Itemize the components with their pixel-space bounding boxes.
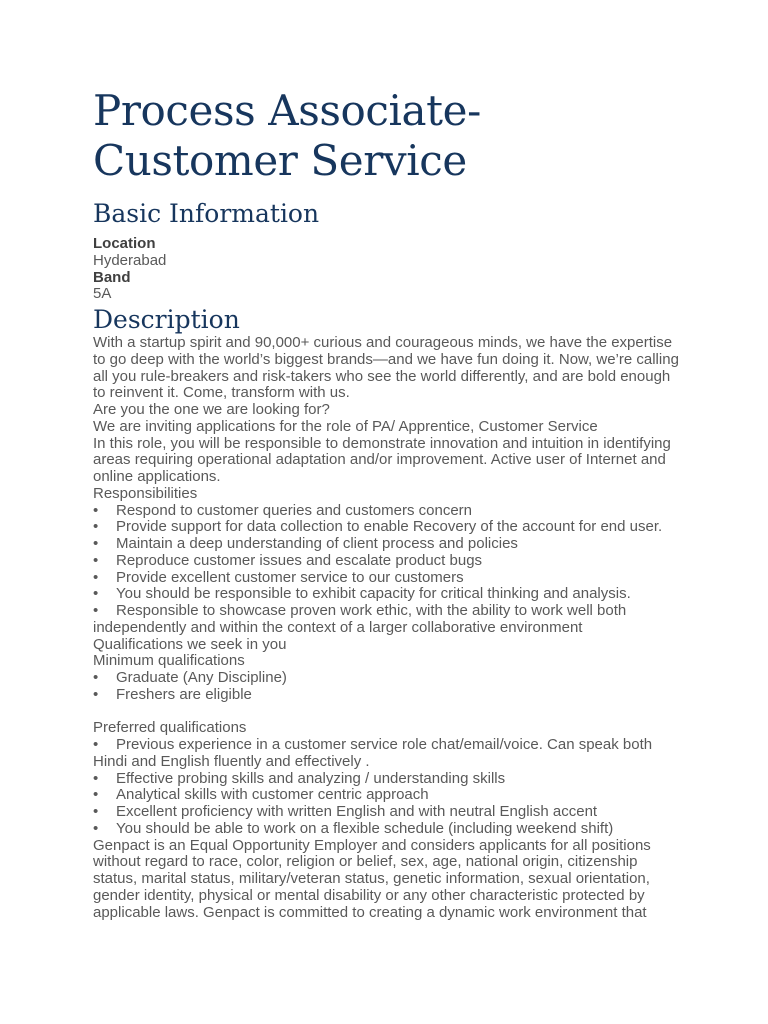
list-item-text: Provide support for data collection to enable Recovery of the account for end user.: [116, 518, 663, 536]
band-value: 5A: [93, 285, 112, 303]
bullet-icon: •: [93, 669, 99, 686]
list-item-text: Freshers are eligible: [116, 685, 252, 703]
page-title: Process Associate- Customer Service: [93, 86, 481, 185]
list-item: [93, 503, 683, 520]
bullet-icon: •: [93, 786, 99, 804]
bullet-icon: •: [93, 769, 99, 787]
list-item: [93, 586, 683, 603]
responsibilities-heading: Responsibilities: [93, 484, 198, 502]
document-page: [93, 86, 683, 921]
list-item: [93, 603, 683, 637]
list-item-text: Analytical skills with customer centric approach: [116, 786, 429, 804]
bullet-icon: •: [93, 602, 99, 619]
list-item-text: Effective probing skills and analyzing / understanding skills: [116, 769, 506, 787]
responsibilities-list: [93, 503, 683, 637]
bullet-icon: •: [93, 819, 99, 837]
list-item-text: Provide excellent customer service to our customers: [116, 568, 464, 586]
list-item-text: Excellent proficiency with written English and with neutral English accent: [116, 803, 598, 820]
list-item: [93, 771, 683, 788]
location-value: Hyderabad: [93, 251, 167, 269]
band-label: Band: [93, 268, 131, 286]
minimum-qualifications-list: [93, 670, 683, 704]
bullet-icon: •: [93, 568, 99, 586]
list-item: [93, 536, 683, 553]
question-line: Are you the one we are looking for?: [93, 401, 330, 418]
list-item-text: Reproduce customer issues and escalate product bugs: [116, 551, 483, 569]
bullet-icon: •: [93, 803, 99, 820]
minimum-qualifications-heading: Minimum qualifications: [93, 652, 245, 670]
list-item: [93, 519, 683, 536]
list-item: [93, 737, 683, 771]
qualifications-heading: Qualifications we seek in you: [93, 635, 287, 653]
spacer: [93, 704, 683, 721]
list-item: [93, 787, 683, 804]
basic-information-heading: Basic Information: [93, 199, 320, 228]
preferred-qualifications-list: [93, 737, 683, 838]
list-item-text: Previous experience in a customer service role chat/email/voice. Can speak both Hindi and English fluently and effectively .: [93, 736, 653, 770]
preferred-qualifications-heading: Preferred qualifications: [93, 719, 247, 737]
description-heading: Description: [93, 305, 240, 334]
bullet-icon: •: [93, 685, 99, 703]
list-item: [93, 553, 683, 570]
intro-paragraph: With a startup spirit and 90,000+ curious and courageous minds, we have the expertise to go deep with the world’s biggest brands—and we have fun doing it. Now, we’re calling all you rule-breakers and risk-takers who see the world differently, and are bold enough to reinvent it. Come, transform with us.: [93, 334, 679, 402]
list-item: [93, 687, 683, 704]
bullet-icon: •: [93, 736, 99, 753]
list-item: [93, 804, 683, 821]
list-item: [93, 821, 683, 838]
location-label: Location: [93, 235, 156, 252]
bullet-icon: •: [93, 501, 99, 519]
bullet-icon: •: [93, 535, 99, 552]
bullet-icon: •: [93, 585, 99, 603]
list-item-text: Graduate (Any Discipline): [116, 669, 287, 686]
bullet-icon: •: [93, 551, 99, 569]
role-paragraph: In this role, you will be responsible to demonstrate innovation and intuition in identifying areas requiring operational adaptation and/or improvement. Active user of Internet and online applications.: [93, 434, 671, 485]
list-item: [93, 570, 683, 587]
list-item-text: You should be able to work on a flexible schedule (including weekend shift): [116, 819, 614, 837]
inviting-line: We are inviting applications for the role of PA/ Apprentice, Customer Service: [93, 417, 598, 435]
list-item-text: Maintain a deep understanding of client process and policies: [116, 535, 518, 552]
list-item: [93, 670, 683, 687]
equal-opportunity-paragraph: Genpact is an Equal Opportunity Employer and considers applicants for all positions without regard to race, color, religion or belief, sex, age, national origin, citizenship status, marital status, military/veteran status, genetic information, sexual orientation, gender identity, physical or mental disability or any other characteristic protected by applicable laws. Genpact is committed to creating a dynamic work environment that: [93, 836, 651, 921]
list-item-text: You should be responsible to exhibit capacity for critical thinking and analysis.: [116, 585, 631, 603]
list-item-text: Responsible to showcase proven work ethic, with the ability to work well both independently and within the context of a larger collaborative environment: [93, 602, 627, 636]
list-item-text: Respond to customer queries and customers concern: [116, 501, 473, 519]
bullet-icon: •: [93, 518, 99, 536]
